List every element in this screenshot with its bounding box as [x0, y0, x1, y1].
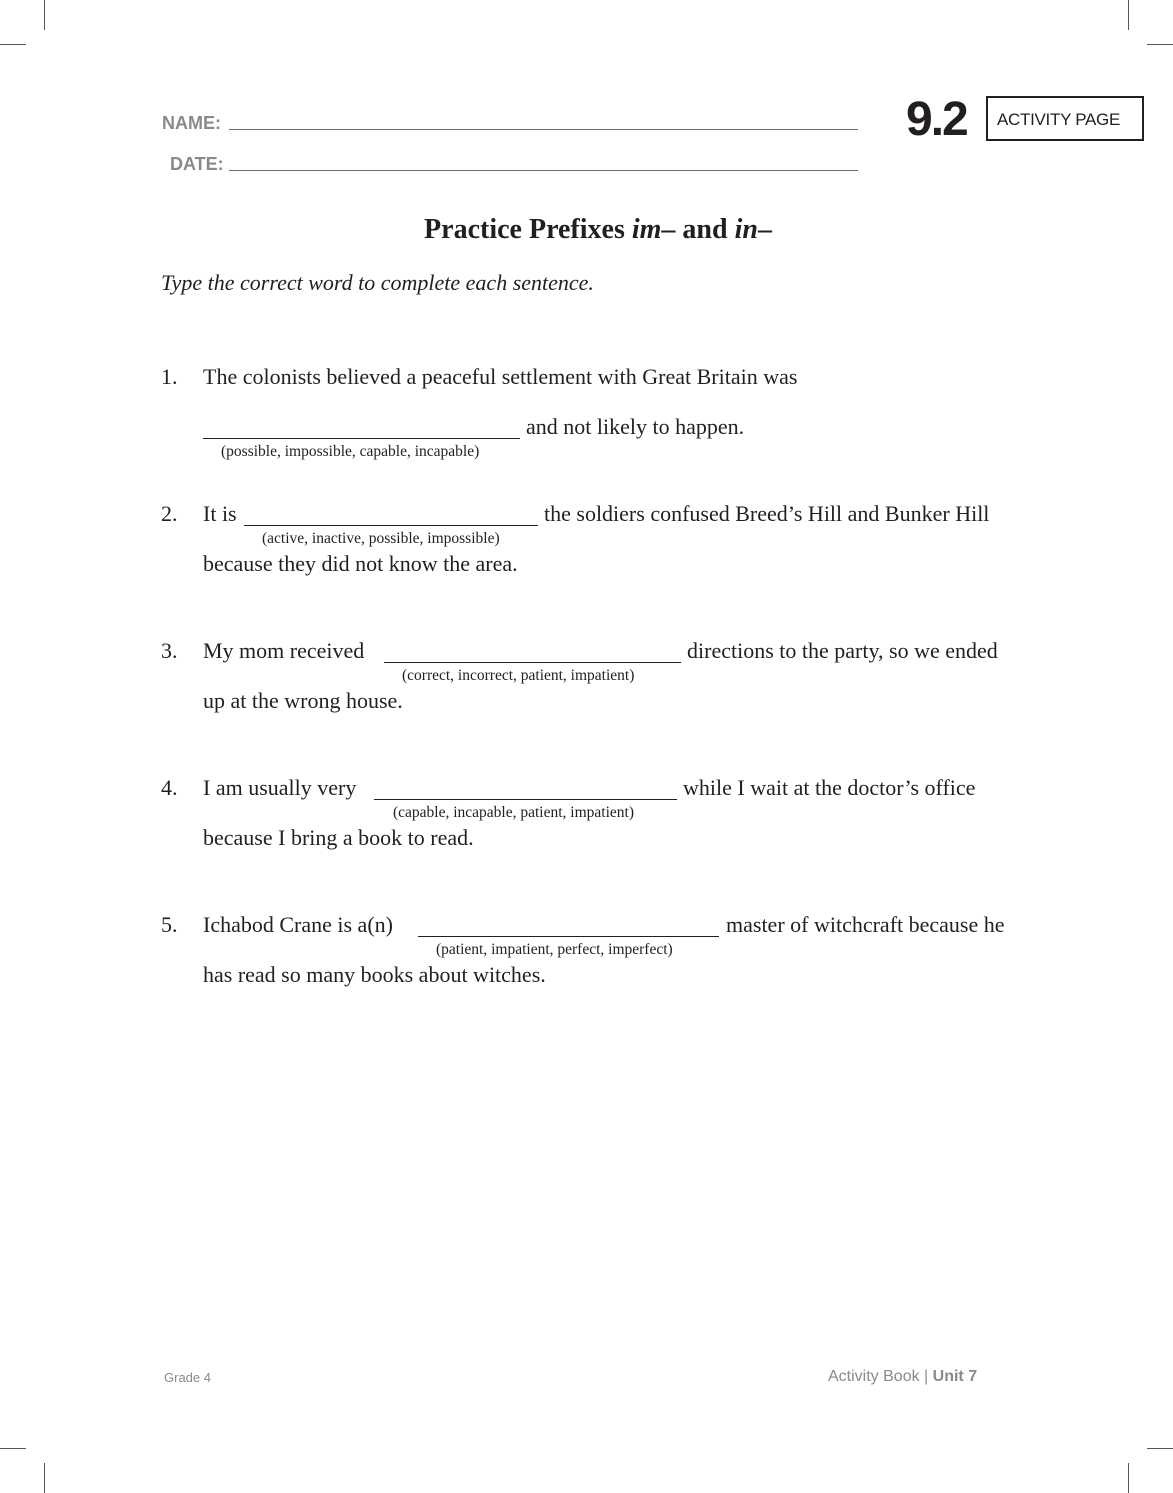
crop-mark	[1147, 44, 1173, 45]
crop-mark	[0, 44, 26, 45]
title-prefix: Practice Prefixes	[424, 214, 632, 245]
footer-separator: |	[924, 1368, 929, 1385]
name-field[interactable]	[229, 129, 858, 130]
title-dash-and: – and	[661, 214, 735, 245]
question-text: up at the wrong house.	[203, 688, 403, 713]
answer-options: (correct, incorrect, patient, impatient)	[402, 667, 635, 684]
crop-mark	[1147, 1448, 1173, 1449]
question-text: master of witchcraft because he	[726, 912, 1005, 937]
name-label: NAME:	[162, 113, 221, 133]
crop-mark	[44, 1463, 45, 1493]
question-number: 2.	[161, 501, 178, 526]
footer-unit: Unit 7	[932, 1368, 978, 1385]
crop-mark	[44, 0, 45, 30]
answer-options: (active, inactive, possible, impossible)	[262, 530, 500, 547]
footer-book-info	[828, 1368, 977, 1386]
answer-options: (possible, impossible, capable, incapable)	[221, 443, 480, 460]
title-im: im	[631, 214, 662, 245]
question-text: It is	[203, 501, 237, 526]
activity-page-badge	[986, 96, 1144, 141]
question-text: has read so many books about witches.	[203, 962, 546, 987]
question-text: because they did not know the area.	[203, 551, 518, 576]
question-number: 5.	[161, 912, 178, 937]
answer-blank-1[interactable]	[203, 438, 520, 439]
date-field[interactable]	[229, 170, 858, 171]
page-number: 9.2	[906, 93, 967, 146]
footer-book-title: Activity Book	[828, 1368, 920, 1385]
answer-options: (capable, incapable, patient, impatient)	[393, 804, 634, 821]
footer-grade: Grade 4	[164, 1370, 211, 1385]
answer-blank-3[interactable]	[384, 662, 681, 663]
question-text: the soldiers confused Breed’s Hill and Bunker Hill	[544, 501, 990, 526]
activity-page-label: ACTIVITY PAGE	[997, 110, 1121, 129]
crop-mark	[1128, 1463, 1129, 1493]
question-text: because I bring a book to read.	[203, 825, 474, 850]
question-text: I am usually very	[203, 775, 357, 800]
title-in: in	[734, 214, 758, 245]
question-text: Ichabod Crane is a(n)	[203, 912, 393, 937]
question-text: The colonists believed a peaceful settlement with Great Britain was	[203, 364, 798, 389]
question-text: My mom received	[203, 638, 365, 663]
page-title	[0, 214, 1173, 246]
answer-options: (patient, impatient, perfect, imperfect)	[436, 941, 673, 958]
crop-mark	[1128, 0, 1129, 30]
answer-blank-4[interactable]	[374, 799, 677, 800]
date-label: DATE:	[170, 154, 224, 174]
crop-mark	[0, 1448, 26, 1449]
instructions: Type the correct word to complete each sentence.	[161, 270, 594, 295]
answer-blank-5[interactable]	[418, 936, 719, 937]
title-dash: –	[757, 214, 772, 245]
question-number: 1.	[161, 364, 178, 389]
question-number: 4.	[161, 775, 178, 800]
question-text: directions to the party, so we ended	[687, 638, 998, 663]
answer-blank-2[interactable]	[244, 525, 538, 526]
question-text: and not likely to happen.	[526, 414, 745, 439]
question-number: 3.	[161, 638, 178, 663]
question-text: while I wait at the doctor’s office	[683, 775, 976, 800]
